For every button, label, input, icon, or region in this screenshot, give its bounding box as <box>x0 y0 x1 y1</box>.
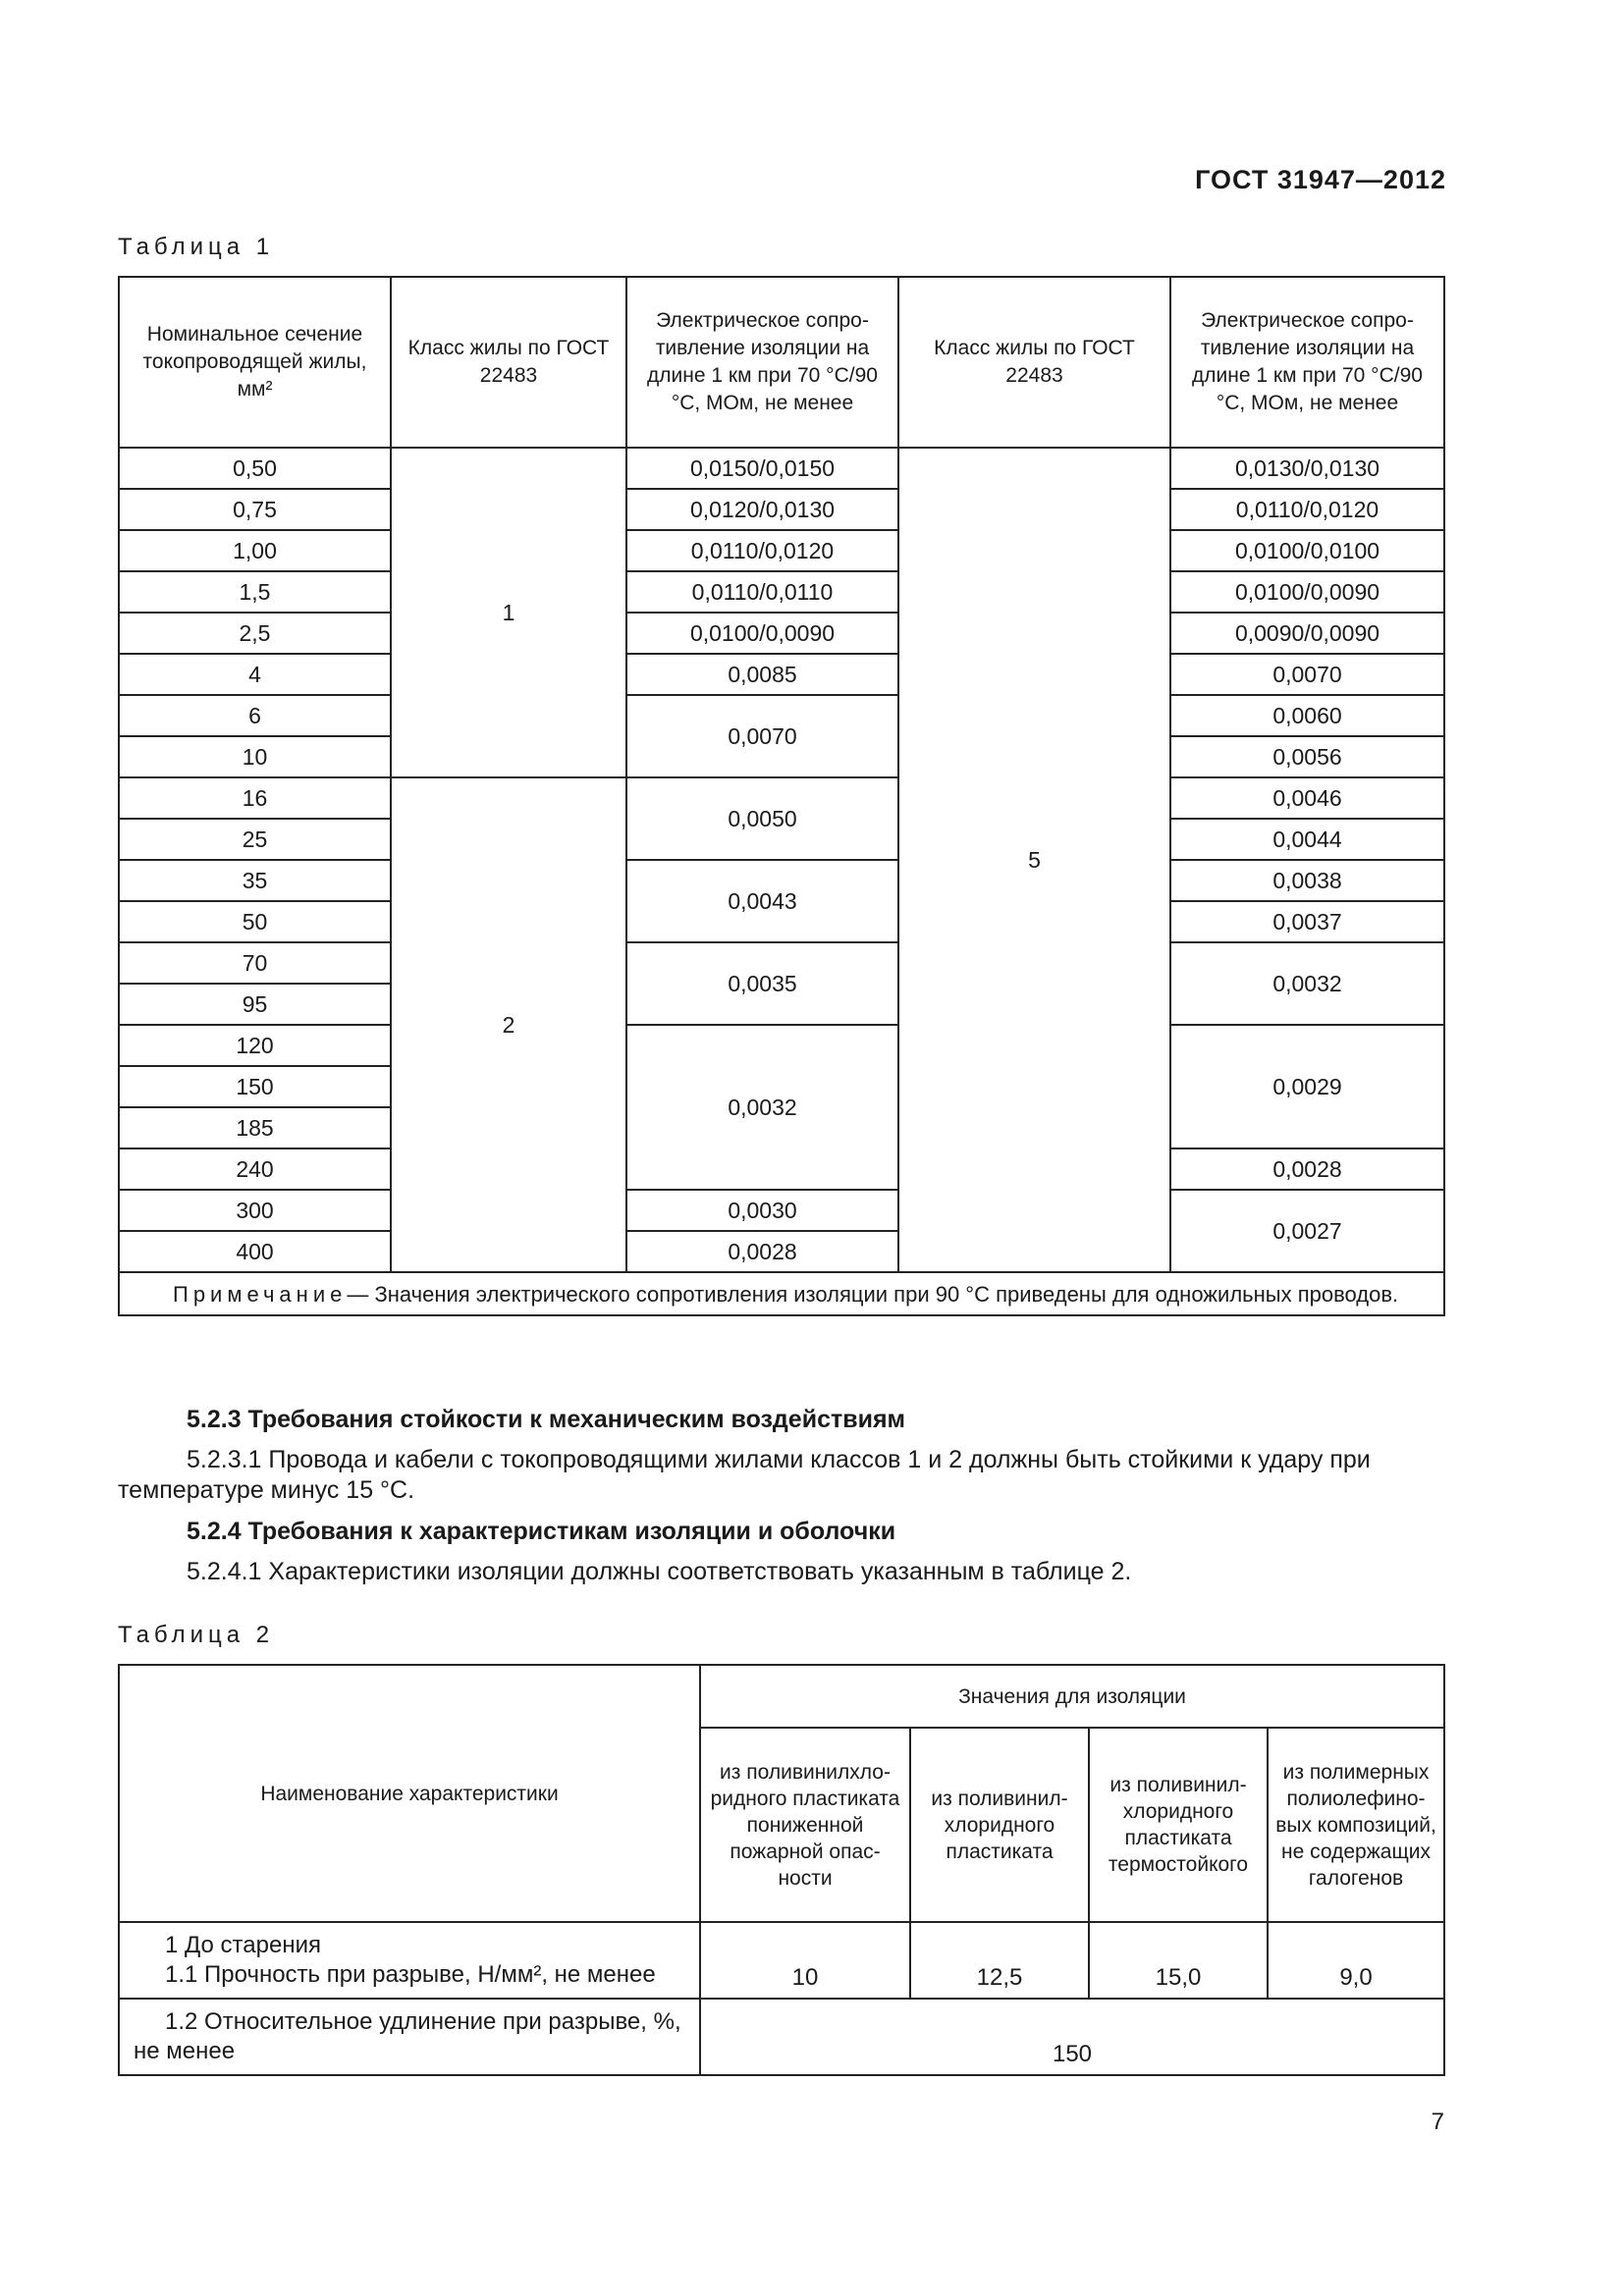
table1-note <box>119 1272 1444 1315</box>
cell-resistance-b: 0,0046 <box>1170 777 1444 819</box>
table1-header-row <box>119 277 1444 448</box>
table-1 <box>118 276 1445 1316</box>
cell-resistance-a: 0,0035 <box>626 942 898 1025</box>
table-row <box>119 1922 1444 1999</box>
cell-section: 25 <box>119 819 391 860</box>
cell-resistance-a: 0,0028 <box>626 1231 898 1272</box>
document-code: ГОСТ 31947—2012 <box>1195 165 1446 194</box>
section-heading-5-2-3: 5.2.3 Требования стойкости к механическим воздействиям <box>187 1406 906 1433</box>
paragraph-5-2-3-1: 5.2.3.1 Провода и кабели с токопроводящими жилами классов 1 и 2 должны быть стойкими к удару при температуре минус 15 °С. <box>118 1446 1371 1504</box>
cell-section: 6 <box>119 695 391 736</box>
cell-resistance-b: 0,0130/0,0130 <box>1170 448 1444 489</box>
table-2 <box>118 1664 1445 2076</box>
page-number: 7 <box>1431 2109 1444 2135</box>
table1-caption: Таблица 1 <box>118 234 275 260</box>
cell-resistance-a: 0,0100/0,0090 <box>626 613 898 654</box>
table-row <box>119 530 1444 571</box>
cell-resistance-b: 0,0060 <box>1170 695 1444 736</box>
cell-resistance-a: 0,0070 <box>626 695 898 777</box>
cell-section: 10 <box>119 736 391 777</box>
col-header-resistance-a: Электрическое сопротивление изоляции на длине 1 км при 70 °С/90 °С, МОм, не менее <box>626 277 898 448</box>
cell-value: 12,5 <box>910 1922 1089 1999</box>
cell-section: 4 <box>119 654 391 695</box>
col-header-insulation-values: Значения для изоляции <box>700 1665 1444 1728</box>
cell-section: 50 <box>119 901 391 942</box>
table-row <box>119 1999 1444 2075</box>
col-header-class-b: Класс жилы по ГОСТ 22483 <box>898 277 1170 448</box>
cell-resistance-a: 0,0110/0,0120 <box>626 530 898 571</box>
cell-class-a: 2 <box>391 777 626 1272</box>
cell-section: 185 <box>119 1107 391 1148</box>
cell-resistance-a: 0,0050 <box>626 777 898 860</box>
cell-section: 35 <box>119 860 391 901</box>
col-header-resistance-b: Электрическое сопротивление изоляции на длине 1 км при 70 °С/90 °С, МОм, не менее <box>1170 277 1444 448</box>
cell-section: 95 <box>119 984 391 1025</box>
cell-resistance-b: 0,0038 <box>1170 860 1444 901</box>
cell-resistance-a: 0,0030 <box>626 1190 898 1231</box>
table-row <box>119 1025 1444 1066</box>
cell-class-a: 1 <box>391 448 626 777</box>
table-row <box>119 571 1444 613</box>
cell-resistance-b: 0,0028 <box>1170 1148 1444 1190</box>
paragraph-5-2-4-1: 5.2.4.1 Характеристики изоляции должны соответствовать указанным в таблице 2. <box>187 1558 1132 1585</box>
note-label: Примечание <box>173 1282 348 1307</box>
cell-resistance-a: 0,0032 <box>626 1025 898 1190</box>
cell-class-b: 5 <box>898 448 1170 1272</box>
cell-section: 400 <box>119 1231 391 1272</box>
cell-resistance-b: 0,0090/0,0090 <box>1170 613 1444 654</box>
col-header-polyolefin: из полимерных полиолефиновых композиций, не содержащих галогенов <box>1268 1728 1444 1922</box>
col-header-characteristic: Наименование характеристики <box>119 1665 700 1922</box>
table2-caption: Таблица 2 <box>118 1622 275 1648</box>
table-row <box>119 695 1444 736</box>
table-row <box>119 654 1444 695</box>
cell-section: 0,75 <box>119 489 391 530</box>
col-header-section: Номинальное сечение токопроводящей жилы, мм² <box>119 277 391 448</box>
row-label-tensile-text: 1.1 Прочность при разрыве, Н/мм², не менее <box>165 1961 656 1988</box>
cell-section: 240 <box>119 1148 391 1190</box>
table-row <box>119 777 1444 819</box>
cell-resistance-a: 0,0110/0,0110 <box>626 571 898 613</box>
col-header-pvc-low-fire: из поливинилхлоридного пластиката пониженной пожарной опасности <box>700 1728 910 1922</box>
cell-resistance-a: 0,0150/0,0150 <box>626 448 898 489</box>
table-row <box>119 489 1444 530</box>
cell-resistance-b: 0,0070 <box>1170 654 1444 695</box>
table2-header-row <box>119 1665 1444 1728</box>
cell-value-merged: 150 <box>700 1999 1444 2075</box>
section-heading-5-2-4: 5.2.4 Требования к характеристикам изоляции и оболочки <box>187 1518 896 1545</box>
cell-resistance-a: 0,0120/0,0130 <box>626 489 898 530</box>
cell-section: 300 <box>119 1190 391 1231</box>
cell-resistance-b: 0,0037 <box>1170 901 1444 942</box>
table-row <box>119 860 1444 901</box>
cell-resistance-b: 0,0044 <box>1170 819 1444 860</box>
cell-section: 70 <box>119 942 391 984</box>
row-label-elongation: 1.2 Относительное удлинение при разрыве, %, не менее <box>119 1999 700 2075</box>
cell-resistance-b: 0,0056 <box>1170 736 1444 777</box>
col-header-class-a: Класс жилы по ГОСТ 22483 <box>391 277 626 448</box>
col-header-pvc-heat-resistant: из поливинилхлоридного пластиката термостойкого <box>1089 1728 1268 1922</box>
cell-section: 120 <box>119 1025 391 1066</box>
col-header-pvc: из поливинилхлоридного пластиката <box>910 1728 1089 1922</box>
cell-section: 0,50 <box>119 448 391 489</box>
cell-resistance-b: 0,0029 <box>1170 1025 1444 1148</box>
cell-value: 10 <box>700 1922 910 1999</box>
cell-resistance-b: 0,0110/0,0120 <box>1170 489 1444 530</box>
table-row <box>119 448 1444 489</box>
cell-resistance-b: 0,0032 <box>1170 942 1444 1025</box>
cell-value: 9,0 <box>1268 1922 1444 1999</box>
row-label-tensile <box>119 1922 700 1999</box>
cell-resistance-b: 0,0027 <box>1170 1190 1444 1272</box>
cell-section: 1,5 <box>119 571 391 613</box>
table-row <box>119 1190 1444 1231</box>
table-row <box>119 613 1444 654</box>
cell-section: 16 <box>119 777 391 819</box>
cell-resistance-a: 0,0085 <box>626 654 898 695</box>
cell-resistance-b: 0,0100/0,0090 <box>1170 571 1444 613</box>
cell-value: 15,0 <box>1089 1922 1268 1999</box>
note-text: — Значения электрического сопротивления изоляции при 90 °С приведены для одножильных проводов. <box>347 1282 1399 1307</box>
cell-resistance-b: 0,0100/0,0100 <box>1170 530 1444 571</box>
row-group-before-aging: 1 До старения <box>165 1932 321 1958</box>
cell-section: 1,00 <box>119 530 391 571</box>
cell-section: 2,5 <box>119 613 391 654</box>
table-row <box>119 942 1444 984</box>
table1-note-row <box>119 1272 1444 1315</box>
cell-section: 150 <box>119 1066 391 1107</box>
cell-resistance-a: 0,0043 <box>626 860 898 942</box>
